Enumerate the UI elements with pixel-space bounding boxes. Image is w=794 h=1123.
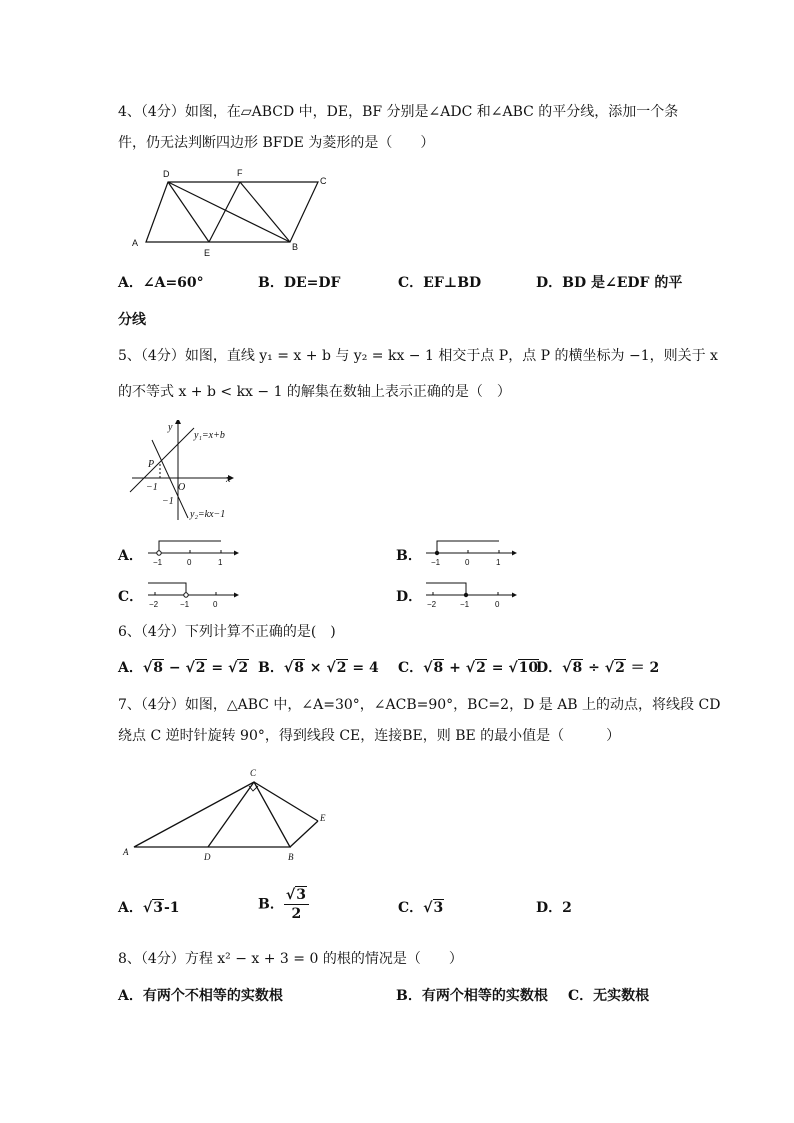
q5-option-b[interactable]: B． [396, 548, 422, 564]
q6-option-c-label: C． [398, 660, 424, 676]
q5-option-c[interactable]: C． [118, 589, 144, 605]
q4-option-b[interactable]: B．DE=DF [258, 275, 341, 291]
q4-label-b: B [292, 242, 299, 252]
q7-label-d: D [204, 852, 211, 862]
q5-label-origin: O [178, 482, 186, 493]
fraction: $\frac{√3}{2}$ [284, 886, 309, 923]
radicand: 8 [153, 660, 163, 676]
q7-option-d[interactable]: D．2 [536, 900, 572, 916]
tick-label: −1 [431, 558, 441, 567]
tick-label: −1 [460, 600, 470, 609]
tick-label: −2 [149, 600, 159, 609]
operator: − [163, 660, 186, 676]
q7-label-b: B [288, 852, 294, 862]
q5-label-p: P [148, 459, 155, 470]
q7-option-c[interactable]: C．√3 [398, 900, 444, 916]
open-dot-icon [157, 551, 161, 555]
q4-stem-line2: 件，仍无法判断四边形 BFDE 为菱形的是（ ） [118, 135, 435, 151]
q4-label-e: E [204, 248, 211, 258]
operator: ÷ [583, 660, 605, 676]
q7-stem-line2: 绕点 C 逆时针旋转 90°，得到线段 CE，连接BE，则 BE 的最小值是（ ） [118, 728, 621, 744]
q5-option-d[interactable]: D． [396, 589, 423, 605]
q4-option-a[interactable]: A．∠A=60° [118, 275, 204, 291]
tick-label: −1 [180, 600, 190, 609]
q5-option-c-number-line [146, 578, 242, 610]
q6-option-c[interactable]: C．√8 + √2 = √10 [398, 660, 539, 676]
radicand: 2 [238, 660, 249, 676]
operator: × [304, 660, 327, 676]
radicand: 3 [153, 900, 163, 916]
tick-label: −1 [153, 558, 163, 567]
q5-stem-line1: 5、（4分）如图，直线 y₁ = x + b 与 y₂ = kx − 1 相交于点 P，点 P 的横坐标为 −1，则关于 x [118, 348, 718, 364]
q5-stem-line2: 的不等式 x + b < kx − 1 的解集在数轴上表示正确的是（ ） [118, 384, 511, 400]
q8-option-c[interactable]: C．无实数根 [568, 988, 650, 1004]
radicand: 8 [433, 660, 444, 676]
q6-option-b[interactable]: B．√8 × √2 = 4 [258, 660, 379, 676]
tick-label: 1 [218, 558, 223, 567]
q4-option-c[interactable]: C．EF⊥BD [398, 275, 482, 291]
q5-option-a-number-line [146, 536, 242, 568]
filled-dot-icon [464, 593, 468, 597]
q7-option-a[interactable]: A．√3-1 [118, 900, 180, 916]
q5-line1-label: y₁=x+b [194, 430, 225, 441]
q7-option-c-label: C． [398, 900, 424, 916]
radicand: 8 [294, 660, 304, 676]
radicand: 8 [572, 660, 583, 676]
q8-option-b[interactable]: B．有两个相等的实数根 [396, 988, 548, 1004]
q6-option-a[interactable]: A．√8 − √2 = √2 [118, 660, 249, 676]
q4-label-f: F [237, 168, 243, 178]
q6-option-a-label: A． [118, 660, 143, 676]
q5-option-d-number-line [424, 578, 520, 610]
q5-label-x: x [226, 474, 231, 485]
equals: ＝ 2 [625, 660, 660, 676]
q7-option-b-label: B． [258, 896, 284, 913]
equals: = [206, 660, 229, 676]
q7-option-a-label: A． [118, 900, 143, 916]
equals: = 4 [347, 660, 379, 676]
q6-option-b-label: B． [258, 660, 284, 676]
q5-label-neg1-x: −1 [146, 482, 158, 493]
q8-stem: 8、（4分）方程 x² − x + 3 = 0 的根的情况是（ ） [118, 951, 463, 967]
filled-dot-icon [435, 551, 439, 555]
q5-option-a[interactable]: A． [118, 548, 143, 564]
radicand: 2 [195, 660, 206, 676]
q6-option-d-label: D． [536, 660, 563, 676]
q7-label-a: A [123, 847, 129, 857]
q6-option-d[interactable]: D．√8 ÷ √2 ＝ 2 [536, 660, 660, 676]
q5-option-b-number-line [424, 536, 520, 568]
open-dot-icon [184, 593, 188, 597]
q7-label-c: C [250, 768, 257, 778]
radicand: 10 [518, 660, 539, 676]
q7-stem-line1: 7、（4分）如图，△ABC 中，∠A=30°，∠ACB=90°，BC=2，D 是 AB 上的动点，将线段 CD [118, 697, 721, 713]
radicand: 2 [336, 660, 347, 676]
radicand: 2 [476, 660, 486, 676]
tick-label: 0 [187, 558, 192, 567]
y-axis-arrow-icon [175, 420, 181, 424]
denominator: 2 [291, 906, 302, 922]
q7-triangle-figure [120, 764, 332, 864]
operator: + [444, 660, 466, 676]
q8-option-a[interactable]: A．有两个不相等的实数根 [118, 988, 283, 1004]
tick-label: 1 [496, 558, 501, 567]
q4-option-d[interactable]: D．BD 是∠EDF 的平 [536, 275, 683, 291]
radicand: 3 [296, 887, 306, 903]
q5-coordinate-figure [128, 420, 246, 524]
q4-label-a: A [132, 238, 139, 248]
equals: = [486, 660, 509, 676]
tick-label: 0 [465, 558, 470, 567]
q7-label-e: E [320, 813, 326, 823]
radicand: 3 [433, 900, 444, 916]
q4-label-d: D [163, 169, 170, 179]
q5-line2-label: y₂=kx−1 [190, 509, 226, 520]
tick-label: 0 [495, 600, 500, 609]
radicand: 2 [615, 660, 625, 676]
q4-parallelogram-figure [126, 166, 336, 258]
q4-option-d-continued: 分线 [118, 312, 146, 328]
tick-label: 0 [213, 600, 218, 609]
q5-label-neg1-y: −1 [162, 496, 174, 507]
q4-label-c: C [320, 176, 327, 186]
q5-label-y: y [168, 422, 173, 433]
q7-option-b[interactable] [258, 886, 309, 923]
operator: -1 [163, 900, 180, 916]
tick-label: −2 [427, 600, 437, 609]
q4-stem-line1: 4、（4分）如图，在▱ABCD 中，DE，BF 分别是∠ADC 和∠ABC 的平分线，添加一个条 [118, 104, 679, 120]
q6-stem: 6、（4分）下列计算不正确的是( ) [118, 624, 336, 640]
